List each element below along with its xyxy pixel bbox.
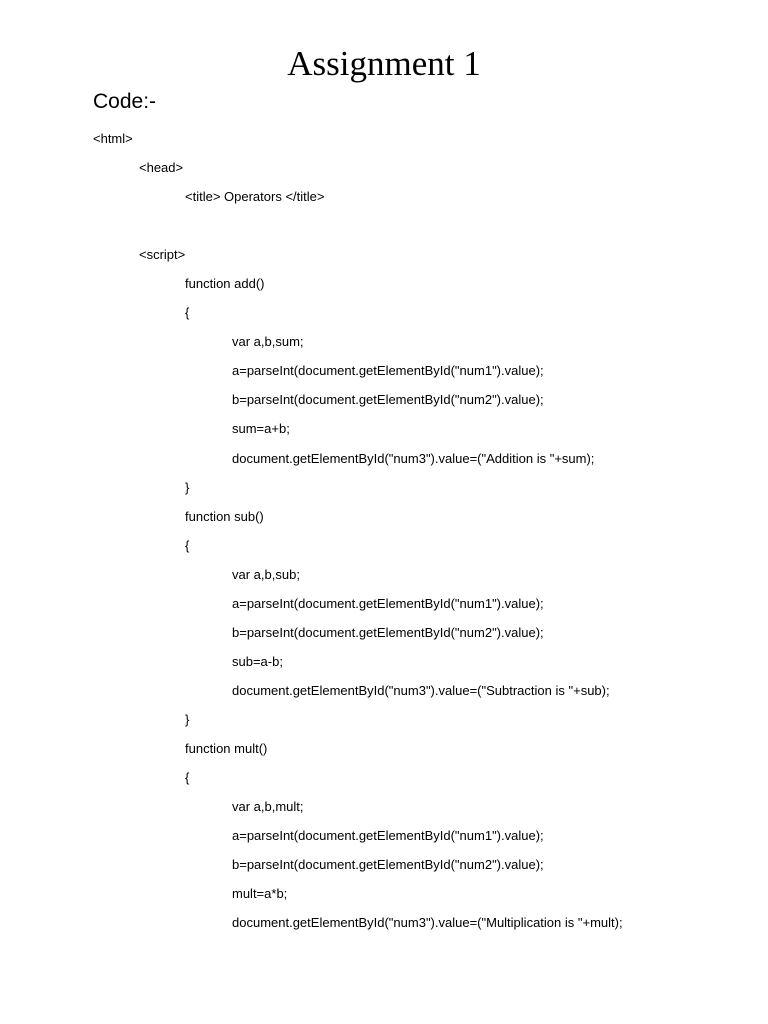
code-line: b=parseInt(document.getElementById("num2").value); (232, 624, 544, 640)
code-line: } (185, 479, 190, 495)
section-heading-code: Code:- (93, 90, 157, 113)
code-line: { (185, 305, 190, 321)
code-line: <title> Operators </title> (185, 189, 325, 205)
code-listing (0, 124, 768, 937)
code-line: var a,b,sum; (232, 334, 304, 350)
code-line: <script> (139, 247, 186, 263)
code-line: { (185, 537, 190, 553)
page-title: Assignment 1 (287, 44, 481, 83)
code-line: var a,b,mult; (232, 799, 304, 815)
code-line: a=parseInt(document.getElementById("num1").value); (232, 595, 544, 611)
code-line: { (185, 770, 190, 786)
code-line: <html> (93, 131, 133, 146)
code-line: sum=a+b; (232, 421, 290, 437)
code-line: mult=a*b; (232, 886, 288, 902)
code-line: function sub() (185, 508, 264, 524)
code-line: document.getElementById("num3").value=("Subtraction is "+sub); (232, 682, 610, 698)
code-line: document.getElementById("num3").value=("Addition is "+sum); (232, 450, 595, 466)
code-line: var a,b,sub; (232, 566, 300, 582)
code-line: function mult() (185, 740, 268, 756)
code-line: <head> (139, 160, 184, 176)
code-line: a=parseInt(document.getElementById("num1").value); (232, 828, 544, 844)
code-line: b=parseInt(document.getElementById("num2").value); (232, 392, 544, 408)
code-line: b=parseInt(document.getElementById("num2").value); (232, 857, 544, 873)
code-line: function add() (185, 276, 265, 292)
code-line: sub=a-b; (232, 653, 283, 669)
code-line (0, 211, 768, 240)
code-line: a=parseInt(document.getElementById("num1").value); (232, 363, 544, 379)
code-line: } (185, 711, 190, 727)
code-line: document.getElementById("num3").value=("Multiplication is "+mult); (232, 915, 623, 931)
